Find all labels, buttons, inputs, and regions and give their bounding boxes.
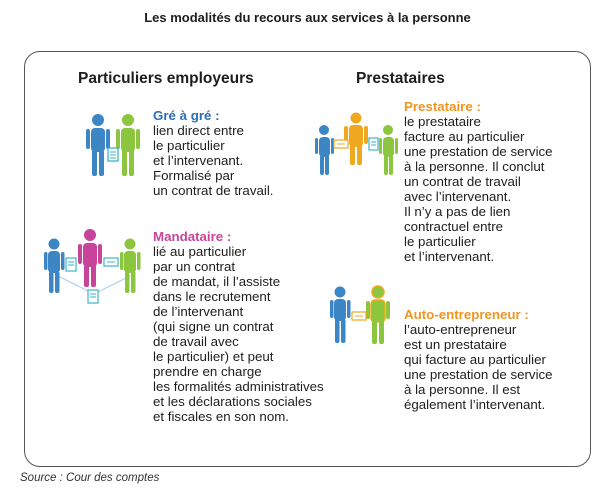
gre-a-gre-text: lien direct entre le particulier et l’intervenant. Formalisé par un contrat de travail. [153, 123, 274, 198]
intervenant-figure-icon [120, 239, 141, 294]
mandataire-icon [42, 228, 146, 308]
document-icon [66, 258, 76, 271]
particulier-figure-icon [315, 125, 334, 175]
particulier-figure-icon [44, 239, 65, 294]
invoice-icon [334, 140, 348, 148]
contract-document-icon [88, 290, 98, 303]
prestataire-text: le prestataire facture au particulier une prestation de service à la personne. Il conclut un contrat de travail avec l’intervenant. Il n’y a pas de lien contractuel entre le particulier et l’intervenant. [404, 114, 553, 264]
column-heading-prestataires: Prestataires [356, 70, 445, 87]
entry-auto-entrepreneur [404, 307, 553, 412]
auto-entrepreneur-text: l’auto-entrepreneur est un prestataire qui facture au particulier une prestation de service à la personne. Il est également l’intervenant. [404, 322, 553, 412]
auto-entrepreneur-heading: Auto-entrepreneur : [404, 307, 529, 322]
entry-gre-a-gre [153, 108, 273, 198]
prestataire-figure-icon [344, 113, 368, 166]
gre-a-gre-heading: Gré à gré : [153, 108, 220, 123]
invoice-icon [352, 312, 366, 320]
entry-mandataire [153, 229, 324, 424]
prestataire-icon [314, 112, 398, 176]
mandataire-text: lié au particulier par un contrat de mandat, il l’assiste dans le recrutement de l’intervenant (qui signe un contrat de travail avec le particulier) et peut prendre en charge les formalités administratives et les déclarations sociales et fiscales en son nom. [153, 244, 324, 424]
source-note: Source : Cour des comptes [20, 472, 160, 484]
gre-a-gre-icon [84, 112, 144, 178]
contract-document-icon [369, 138, 378, 150]
bill-icon [104, 258, 118, 266]
contract-document-icon [108, 148, 118, 161]
intervenant-figure-icon [116, 114, 140, 176]
auto-entrepreneur-figure-icon [366, 286, 390, 344]
intervenant-figure-icon [379, 125, 398, 175]
entry-prestataire [404, 99, 553, 264]
prestataire-heading: Prestataire : [404, 99, 481, 114]
mandataire-heading: Mandataire : [153, 229, 232, 244]
particulier-figure-icon [330, 287, 351, 344]
particulier-figure-icon [86, 114, 110, 176]
column-heading-particuliers-employeurs: Particuliers employeurs [78, 70, 254, 87]
auto-entrepreneur-icon [328, 284, 394, 346]
mandataire-figure-icon [78, 229, 102, 287]
diagram-title: Les modalités du recours aux services à la personne [144, 10, 471, 25]
